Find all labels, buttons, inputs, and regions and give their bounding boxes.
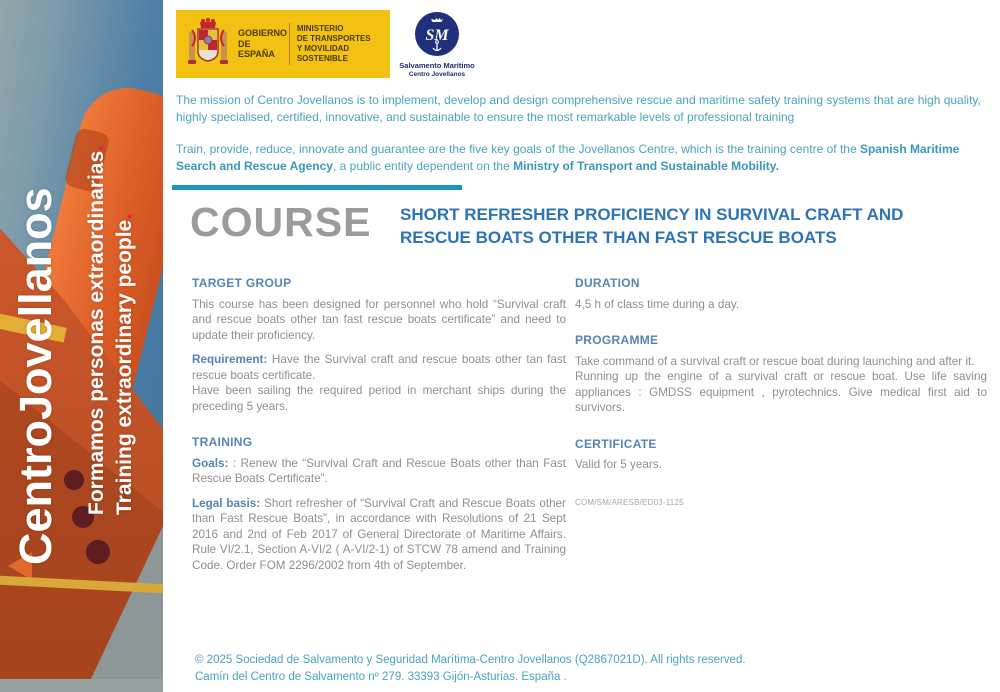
ministry-label: MINISTERIO DE TRANSPORTES Y MOVILIDAD SOSTENIBLE (296, 24, 371, 63)
salvamento-maritimo-logo (399, 10, 475, 78)
sm-logo-subname: Centro Jovellanos (408, 71, 466, 78)
requirement-paragraph: Requirement: Have the Survival craft and rescue boats other tan fast rescue boats certificate. Have been sailing the required period in merchant ships during the preceding 5 years. (192, 353, 566, 413)
ministry-bold-text: Ministry of Transport and Sustainable Mobility. (513, 159, 779, 173)
programme-line-1: Take command of a survival craft or rescue boat during launching and after it. (575, 354, 975, 368)
red-dot-accent: . (85, 145, 108, 151)
brand-name: CentroJovellanos (10, 187, 61, 565)
duration-text: 4,5 h of class time during a day. (575, 297, 740, 311)
course-reference-code: COM/SM/ARESB/ED03-1125 (575, 497, 684, 507)
course-title: SHORT REFRESHER PROFICIENCY IN SURVIVAL CRAFT AND RESCUE BOATS OTHER THAN FAST RESCUE BOATS (400, 205, 904, 247)
tagline-english: Training extraordinary people. (113, 213, 136, 515)
gobierno-de-espana-label: GOBIERNO DE ESPAÑA (238, 28, 288, 60)
course-label: COURSE (190, 199, 372, 245)
spain-coat-of-arms-icon (186, 16, 230, 72)
copyright-line: © 2025 Sociedad de Salvamento y Seguridad Marítima-Centro Jovellanos (Q2867021D). All rights reserved. (195, 654, 746, 666)
buoy-image (86, 540, 110, 564)
buoy-image (64, 470, 84, 490)
legal-basis-paragraph: Legal basis: Short refresher of “Survival Craft and Rescue Boats other than Fast Rescue Boats”, in accordance with Resolutions of 21 Sept 2016 and 2nd of Feb 2017 of General Directorate of Maritime Affairs. Rule VI/2.1, Section A-VI/2 ( A-VI/2-1) of STCW 78 amend and Training Code. Order FOM 2296/2002 from 4th of September. (192, 496, 566, 572)
duration-heading: DURATION (575, 276, 640, 290)
address-line: Camín del Centro de Salvamento nº 279. 33393 Gijón-Asturias. España . (195, 671, 567, 683)
sasemar-bold-text: Spanish Maritime Search and Rescue Agency (176, 142, 960, 173)
logo-divider (289, 23, 290, 65)
target-group-heading: TARGET GROUP (192, 276, 292, 290)
certificate-heading: CERTIFICATE (575, 436, 657, 451)
footer (195, 652, 746, 686)
red-dot-accent: . (113, 213, 136, 220)
sm-emblem-icon (414, 10, 460, 58)
teal-divider-bar (172, 185, 462, 190)
left-column (192, 276, 566, 573)
certificate-text: Valid for 5 years. (575, 458, 662, 471)
sm-logo-name: Salvamento Marítimo (399, 61, 475, 70)
right-column (575, 276, 987, 510)
target-group-paragraph: This course has been designed for personnel who hold “Survival craft and rescue boats other tan fast rescue boats certificate” and need to update their proficiency. (192, 297, 566, 342)
tagline-spanish: Formamos personas extraordinarias. (85, 145, 108, 515)
deck-edge (0, 679, 163, 692)
goals-paragraph: Goals: : Renew the “Survival Craft and Rescue Boats other than Fast Rescue Boats Certificate”. (192, 456, 566, 485)
programme-line-2: Running up the engine of a survival craft or rescue boat. Use life saving appliances : GMDSS equipment , pyrotechnics. Give medical first aid to survivors. (575, 370, 987, 414)
sidebar-photo (0, 0, 163, 692)
programme-heading: PROGRAMME (575, 333, 659, 347)
requirement-label: Requirement: (192, 353, 268, 366)
requirement-extra: Have been sailing the required period in merchant ships during the preceding 5 years. (192, 384, 566, 413)
svg-text:SM: SM (425, 27, 449, 44)
goals-label: Goals: (192, 456, 229, 470)
mission-paragraph-2: Train, provide, reduce, innovate and guarantee are the five key goals of the Jovellanos Centre, which is the training centre of the Spanish Maritime Search and Rescue Agency, a public entity dependent on the Ministry of Transport and Sustainable Mobility. (176, 142, 960, 173)
brand-vertical-text (10, 187, 62, 565)
mission-statement (176, 92, 988, 175)
mission-paragraph-1: The mission of Centro Jovellanos is to implement, develop and design comprehensive rescue and maritime safety training systems that are high quality, highly specialised, certified, innovative, and sustainable to ensure the most remarkable levels of professional training (176, 93, 981, 124)
training-heading: TRAINING (192, 435, 253, 449)
government-logo (176, 10, 390, 78)
legal-basis-label: Legal basis: (192, 496, 261, 510)
